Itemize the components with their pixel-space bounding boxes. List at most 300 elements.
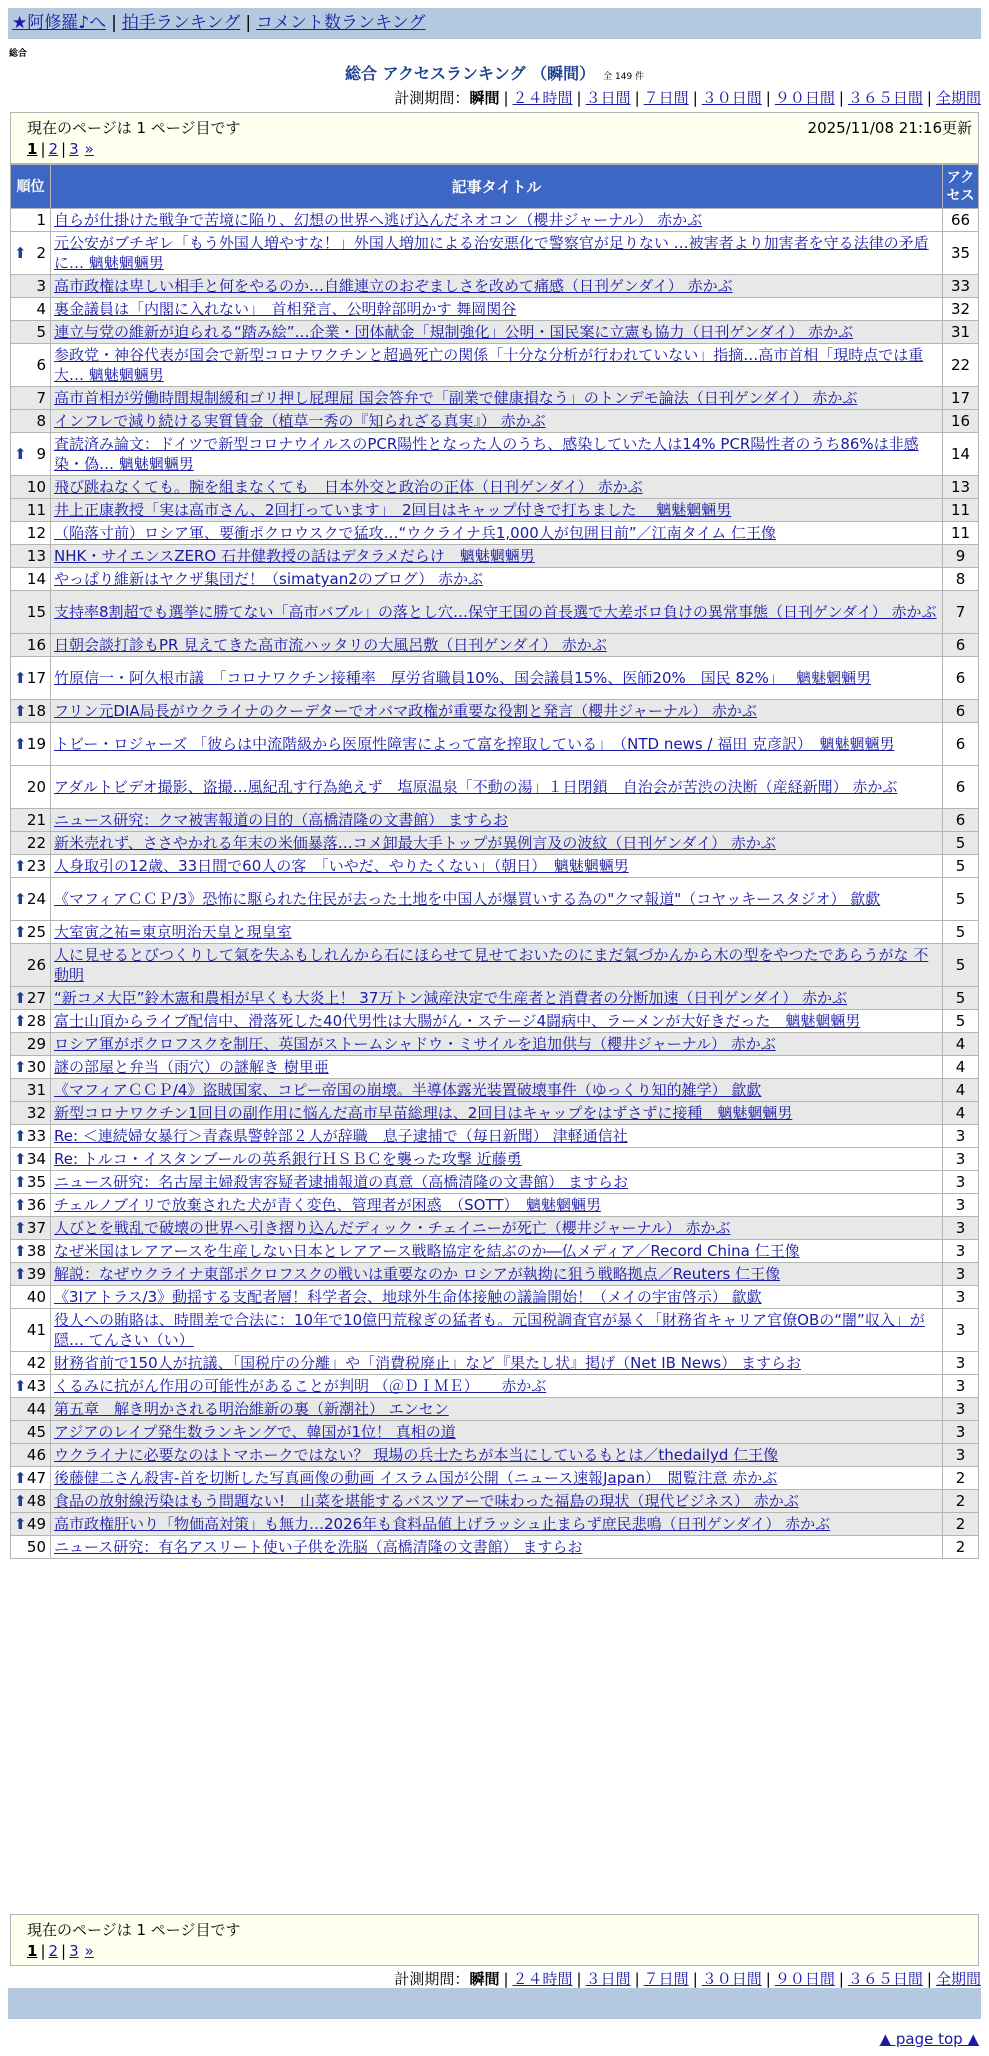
article-link[interactable]: 飛び跳ねなくても。腕を組まなくても 日本外交と政治の正体（日刊ゲンダイ） 赤かぶ xyxy=(54,478,643,496)
article-link[interactable]: ニュース研究：クマ被害報道の目的（高橋清隆の文書館） ますらお xyxy=(54,811,509,829)
rank-cell xyxy=(11,476,51,499)
title-cell xyxy=(51,410,943,433)
article-link[interactable]: 高市首相が労働時間規制緩和ゴリ押し屁理屈 国会答弁で「副業で健康損なう」のトンデモ論法（日刊ゲンダイ） 赤かぶ xyxy=(54,389,858,407)
article-link[interactable]: 人びとを戦乱で破壊の世界へ引き摺り込んだディック・チェイニーが死亡（櫻井ジャーナル） 赤かぶ xyxy=(54,1219,731,1237)
table-row xyxy=(11,809,979,832)
table-row xyxy=(11,298,979,321)
table-row xyxy=(11,657,979,700)
table-row xyxy=(11,1467,979,1490)
rank-number: 33 xyxy=(26,1127,46,1145)
title-cell xyxy=(51,987,943,1010)
period-selector-bottom: 計測期間：瞬間 | ２４時間 | ３日間 | ７日間 | ３０日間 | ９０日間 | ３６５日間 | 全期間 xyxy=(394,1970,981,1988)
article-link[interactable]: 解説：なぜウクライナ東部ポクロフスクの戦いは重要なのか ロシアが執拗に狙う戦略拠点／Reuters 仁王像 xyxy=(54,1265,781,1283)
access-count: 33 xyxy=(943,275,979,298)
access-count: 22 xyxy=(943,344,979,387)
access-count: 3 xyxy=(943,1375,979,1398)
period-label: 計測期間： xyxy=(394,89,470,107)
article-link[interactable]: ロシア軍がポクロフスクを制圧、英国がストームシャドウ・ミサイルを追加供与（櫻井ジャーナル） 赤かぶ xyxy=(54,1035,776,1053)
category-label: 総合 xyxy=(9,49,28,59)
title-cell xyxy=(51,545,943,568)
table-row xyxy=(11,1286,979,1309)
title-cell xyxy=(51,476,943,499)
table-row xyxy=(11,433,979,476)
rank-number: 18 xyxy=(26,702,46,720)
table-row xyxy=(11,987,979,1010)
article-link[interactable]: ニュース研究：名古屋主婦殺害容疑者逮捕報道の真意（高橋清隆の文書館） ますらお xyxy=(54,1173,629,1191)
table-row xyxy=(11,568,979,591)
period-link-3d-bottom[interactable]: ３日間 xyxy=(585,1970,631,1988)
page-3-link[interactable]: 3 xyxy=(69,140,79,158)
title-cell xyxy=(51,855,943,878)
table-row xyxy=(11,1309,979,1352)
title-cell xyxy=(51,1513,943,1536)
page-info-top xyxy=(10,112,979,164)
page-2-link[interactable]: 2 xyxy=(48,140,59,158)
arrow-up-icon: ⬆ xyxy=(14,857,27,875)
article-link[interactable]: ニュース研究：有名アスリート使い子供を洗脳（高橋清隆の文書館） ますらお xyxy=(54,1538,583,1556)
arrow-up-icon: ⬆ xyxy=(14,1196,27,1214)
title-cell xyxy=(51,1010,943,1033)
page-title-text: 総合 アクセスランキング （瞬間） xyxy=(344,64,596,83)
rank-cell xyxy=(11,944,51,987)
access-count: 3 xyxy=(943,1263,979,1286)
title-cell xyxy=(51,522,943,545)
article-link[interactable]: インフレで減り続ける実質賃金（植草一秀の『知られざる真実』） 赤かぶ xyxy=(54,412,546,430)
title-cell xyxy=(51,499,943,522)
access-count: 9 xyxy=(943,545,979,568)
article-link[interactable]: 日朝会談打診もPR 見えてきた高市流ハッタリの大風呂敷（日刊ゲンダイ） 赤かぶ xyxy=(54,636,607,654)
rank-number: 9 xyxy=(36,445,46,463)
table-row xyxy=(11,700,979,723)
article-link[interactable]: Re: ＜連続婦女暴行＞青森県警幹部２人が辞職 息子逮捕で（毎日新聞） 津軽通信社 xyxy=(54,1127,628,1145)
title-cell xyxy=(51,657,943,700)
arrow-up-icon: ⬆ xyxy=(14,445,27,463)
title-cell xyxy=(51,1033,943,1056)
article-link[interactable]: 《マフィアＣＣＰ/4》盗賊国家、コピー帝国の崩壊。半導体露光装置破壊事件（ゆっくり知的雑学） 歙歔 xyxy=(54,1081,762,1099)
rank-number: 50 xyxy=(26,1538,46,1556)
access-count: 11 xyxy=(943,499,979,522)
article-link[interactable]: 後藤健二さん殺害-首を切断した写真画像の動画 イスラム国が公開（ニュース速報Japan） 閲覧注意 赤かぶ xyxy=(54,1469,778,1487)
arrow-up-icon: ⬆ xyxy=(14,1219,27,1237)
rank-cell xyxy=(11,878,51,921)
rank-number: 20 xyxy=(26,778,46,796)
title-cell xyxy=(51,1171,943,1194)
rank-cell xyxy=(11,657,51,700)
rank-cell xyxy=(11,634,51,657)
arrow-up-icon: ⬆ xyxy=(14,1469,27,1487)
title-cell xyxy=(51,766,943,809)
pagination-top: 1 | 2 | 3 » xyxy=(27,140,94,158)
rank-number: 21 xyxy=(26,811,46,829)
access-count: 6 xyxy=(943,723,979,766)
period-link-all[interactable]: 全期間 xyxy=(935,89,981,107)
next-page-link-bottom[interactable]: » xyxy=(84,1942,94,1960)
access-count: 2 xyxy=(943,1536,979,1559)
title-cell xyxy=(51,809,943,832)
article-link[interactable]: 新米売れず、ささやかれる年末の米価暴落…コメ卸最大手トップが異例言及の波紋（日刊ゲンダイ） 赤かぶ xyxy=(54,834,776,852)
title-cell xyxy=(51,832,943,855)
rank-number: 47 xyxy=(26,1469,46,1487)
article-link[interactable]: チェルノブイリで放棄された犬が青く変色、管理者が困惑 （SOTT） 魑魅魍魎男 xyxy=(54,1196,601,1214)
article-link[interactable]: アダルトビデオ撮影、盗撮…風紀乱す行為絶えず 塩原温泉「不動の湯」１日閉鎖 自治会が苦渋の決断（産経新聞） 赤かぶ xyxy=(54,778,898,796)
arrow-up-icon: ⬆ xyxy=(14,1265,27,1283)
table-row xyxy=(11,545,979,568)
rank-number: 26 xyxy=(26,956,46,974)
table-row xyxy=(11,1398,979,1421)
access-count: 3 xyxy=(943,1309,979,1352)
article-link[interactable]: 竹原信一・阿久根市議 「コロナワクチン接種率 厚労省職員10%、国会議員15%、医師20% 国民 82%」 魑魅魍魎男 xyxy=(54,669,872,687)
update-timestamp: 2025/11/08 21:16更新 xyxy=(807,119,972,137)
article-link[interactable]: 査読済み論文：ドイツで新型コロナウイルスのPCR陽性となった人のうち、感染していた人は14% PCR陽性者のうち86%は非感染・偽… 魑魅魍魎男 xyxy=(54,435,919,473)
article-link[interactable]: Re: トルコ・イスタンブールの英系銀行ＨＳＢＣを襲った攻撃 近藤勇 xyxy=(54,1150,522,1168)
rank-cell xyxy=(11,321,51,344)
period-selector-top: 計測期間：瞬間 | ２４時間 | ３日間 | ７日間 | ３０日間 | ９０日間 | ３６５日間 | 全期間 xyxy=(394,89,981,107)
table-row xyxy=(11,1240,979,1263)
rank-cell xyxy=(11,1513,51,1536)
rank-number: 17 xyxy=(26,669,46,687)
page-info-bottom xyxy=(10,1914,979,1966)
page-1-current-bottom: 1 xyxy=(27,1942,38,1960)
table-row xyxy=(11,1490,979,1513)
article-link[interactable]: 高市政権肝いり「物価高対策」も無力…2026年も食料品値上げラッシュ止まらず庶民悲鳴（日刊ゲンダイ） 赤かぶ xyxy=(54,1515,831,1533)
title-cell xyxy=(51,878,943,921)
rank-cell xyxy=(11,1102,51,1125)
table-row xyxy=(11,1079,979,1102)
rank-number: 45 xyxy=(26,1423,46,1441)
period-link-7d[interactable]: ７日間 xyxy=(643,89,689,107)
table-row xyxy=(11,1033,979,1056)
article-link[interactable]: なぜ米国はレアアースを生産しない日本とレアアース戦略協定を結ぶのか―仏メディア／Record China 仁王像 xyxy=(54,1242,800,1260)
article-link[interactable]: 謎の部屋と弁当（雨穴）の謎解き 樹里亜 xyxy=(54,1058,329,1076)
article-link[interactable]: 井上正康教授「実は高市さん、2回打っています」 2回目はキャップ付きで打ちました 魑魅魍魎男 xyxy=(54,501,732,519)
rank-number: 31 xyxy=(26,1081,46,1099)
table-row xyxy=(11,766,979,809)
arrow-up-icon: ⬆ xyxy=(14,1377,27,1395)
rank-number: 40 xyxy=(26,1288,46,1306)
rank-number: 25 xyxy=(26,923,46,941)
title-cell xyxy=(51,591,943,634)
rank-number: 29 xyxy=(26,1035,46,1053)
period-label-bottom: 計測期間： xyxy=(394,1970,470,1988)
rank-number: 48 xyxy=(26,1492,46,1510)
access-count: 3 xyxy=(943,1125,979,1148)
rank-number: 35 xyxy=(26,1173,46,1191)
page-1-current: 1 xyxy=(27,140,38,158)
table-row xyxy=(11,476,979,499)
arrow-up-icon: ⬆ xyxy=(14,1150,27,1168)
article-link[interactable]: アジアのレイプ発生数ランキングで、韓国が1位！ 真相の道 xyxy=(54,1423,456,1441)
rank-number: 15 xyxy=(26,603,46,621)
article-link[interactable]: 第五章 解き明かされる明治維新の裏（新潮社） エンセン xyxy=(54,1400,449,1418)
title-cell xyxy=(51,1444,943,1467)
rank-number: 19 xyxy=(26,735,46,753)
period-current-bottom: 瞬間 xyxy=(469,1970,500,1988)
rank-number: 1 xyxy=(36,211,46,229)
article-link[interactable]: 役人への賄賂は、時間差で合法に：10年で10億円荒稼ぎの猛者も。元国税調査官が暴く「財務省キャリア官僚OBの“闇”収入」が隠… てんさい（い） xyxy=(54,1311,925,1349)
rank-number: 14 xyxy=(26,570,46,588)
table-row xyxy=(11,522,979,545)
nav-link-applause-ranking[interactable]: 拍手ランキング xyxy=(121,13,241,33)
rank-cell xyxy=(11,591,51,634)
access-count: 35 xyxy=(943,232,979,275)
period-link-30d[interactable]: ３０日間 xyxy=(701,89,762,107)
arrow-up-icon: ⬆ xyxy=(14,669,27,687)
rank-cell xyxy=(11,275,51,298)
nav-link-comment-ranking[interactable]: コメント数ランキング xyxy=(256,13,426,33)
access-count: 5 xyxy=(943,987,979,1010)
title-cell xyxy=(51,232,943,275)
title-cell xyxy=(51,723,943,766)
rank-number: 28 xyxy=(26,1012,46,1030)
access-count: 3 xyxy=(943,1171,979,1194)
period-link-365d-bottom[interactable]: ３６５日間 xyxy=(847,1970,923,1988)
total-count: 全 149 件 xyxy=(603,72,645,82)
table-row xyxy=(11,387,979,410)
nav-link-asyura[interactable]: ★阿修羅♪へ xyxy=(12,13,107,33)
access-count: 3 xyxy=(943,1421,979,1444)
article-link[interactable]: 大室寅之祐=東京明治天皇と現皇室 xyxy=(54,923,292,941)
current-page-text: 現在のページは 1 ページ目です xyxy=(27,119,241,137)
access-count: 5 xyxy=(943,1010,979,1033)
access-count: 2 xyxy=(943,1490,979,1513)
article-link[interactable]: 人身取引の12歳、33日間で60人の客 「いやだ、やりたくない」（朝日） 魑魅魍魎男 xyxy=(54,857,629,875)
title-cell xyxy=(51,1421,943,1444)
article-link[interactable]: 人に見せるとびつくりして氣を失ふもしれんから石にほらせて見せておいたのにまだ氣づかんから木の型をやつたであらうがな 不動明 xyxy=(54,946,929,984)
rank-cell xyxy=(11,1398,51,1421)
rank-number: 10 xyxy=(26,478,46,496)
article-link[interactable]: 食品の放射線汚染はもう問題ない! 山菜を堪能するバスツアーで味わった福島の現状（現代ビジネス） 赤かぶ xyxy=(54,1492,799,1510)
article-link[interactable]: ウクライナに必要なのはトマホークではない？ 現場の兵士たちが本当にしているもとは／thedailyd 仁王像 xyxy=(54,1446,779,1464)
table-row xyxy=(11,344,979,387)
period-link-24h-bottom[interactable]: ２４時間 xyxy=(512,1970,573,1988)
title-cell xyxy=(51,1536,943,1559)
article-link[interactable]: “新コメ大臣”鈴木憲和農相が早くも大炎上！ 37万トン減産決定で生産者と消費者の分断加速（日刊ゲンダイ） 赤かぶ xyxy=(54,989,847,1007)
access-count: 4 xyxy=(943,1102,979,1125)
access-count: 5 xyxy=(943,832,979,855)
title-cell xyxy=(51,1490,943,1513)
title-cell xyxy=(51,1398,943,1421)
article-link[interactable]: 財務省前で150人が抗議、「国税庁の分離」や「消費税廃止」など『果たし状』掲げ（Net IB News） ますらお xyxy=(54,1354,802,1372)
rank-cell xyxy=(11,1375,51,1398)
access-count: 14 xyxy=(943,433,979,476)
table-row xyxy=(11,855,979,878)
rank-cell xyxy=(11,1079,51,1102)
article-link[interactable]: 富士山頂からライブ配信中、滑落死した40代男性は大腸がん・ステージ4闘病中、ラーメンが大好きだった 魑魅魍魎男 xyxy=(54,1012,861,1030)
period-link-24h[interactable]: ２４時間 xyxy=(512,89,573,107)
rank-cell xyxy=(11,1536,51,1559)
title-cell xyxy=(51,1375,943,1398)
rank-number: 46 xyxy=(26,1446,46,1464)
rank-number: 34 xyxy=(26,1150,46,1168)
access-count: 4 xyxy=(943,1079,979,1102)
arrow-up-icon: ⬆ xyxy=(14,702,27,720)
period-link-90d[interactable]: ９０日間 xyxy=(774,89,835,107)
page-3-link-bottom[interactable]: 3 xyxy=(69,1942,79,1960)
article-link[interactable]: 裏金議員は「内閣に入れない」 首相発言、公明幹部明かす 舞岡関谷 xyxy=(54,300,517,318)
period-link-30d-bottom[interactable]: ３０日間 xyxy=(701,1970,762,1988)
title-cell xyxy=(51,568,943,591)
rank-number: 27 xyxy=(26,989,46,1007)
period-link-365d[interactable]: ３６５日間 xyxy=(847,89,923,107)
access-count: 2 xyxy=(943,1513,979,1536)
page-2-link-bottom[interactable]: 2 xyxy=(48,1942,59,1960)
rank-cell xyxy=(11,700,51,723)
table-row xyxy=(11,1010,979,1033)
rank-cell xyxy=(11,1125,51,1148)
article-link[interactable]: 高市政権は卑しい相手と何をやるのか…自維連立のおぞましさを改めて痛感（日刊ゲンダイ） 赤かぶ xyxy=(54,277,733,295)
rank-number: 16 xyxy=(26,636,46,654)
rank-cell xyxy=(11,809,51,832)
arrow-up-icon: ⬆ xyxy=(14,1058,27,1076)
table-row xyxy=(11,878,979,921)
article-link[interactable]: 元公安がブチギレ「もう外国人増やすな！」外国人増加による治安悪化で警察官が足りない …被害者より加害者を守る法律の矛盾に… 魑魅魍魎男 xyxy=(54,234,929,272)
period-link-90d-bottom[interactable]: ９０日間 xyxy=(774,1970,835,1988)
article-link[interactable]: くるみに抗がん作用の可能性があることが判明 （＠ＤＩＭＥ） 赤かぶ xyxy=(54,1377,547,1395)
title-cell xyxy=(51,433,943,476)
title-cell xyxy=(51,275,943,298)
rank-number: 30 xyxy=(26,1058,46,1076)
table-row xyxy=(11,1102,979,1125)
rank-cell xyxy=(11,766,51,809)
access-count: 3 xyxy=(943,1352,979,1375)
access-count: 17 xyxy=(943,387,979,410)
header-title: 記事タイトル xyxy=(51,165,943,209)
article-link[interactable]: 自らが仕掛けた戦争で苦境に陥り、幻想の世界へ逃げ込んだネオコン（櫻井ジャーナル） 赤かぶ xyxy=(54,211,703,229)
access-count: 3 xyxy=(943,1286,979,1309)
article-link[interactable]: 参政党・神谷代表が国会で新型コロナワクチンと超過死亡の関係「十分な分析が行われていない」指摘…高市首相「現時点では重大… 魑魅魍魎男 xyxy=(54,346,924,384)
rank-cell xyxy=(11,1421,51,1444)
article-link[interactable]: 《マフィアＣＣＰ/3》恐怖に駆られた住民が去った土地を中国人が爆買いする為の"クマ報道"（コヤッキースタジオ） 歙歔 xyxy=(54,890,881,908)
rank-number: 11 xyxy=(26,501,46,519)
rank-number: 13 xyxy=(26,547,46,565)
rank-cell xyxy=(11,232,51,275)
period-link-3d[interactable]: ３日間 xyxy=(585,89,631,107)
header-access: アクセス xyxy=(943,165,979,209)
rank-cell xyxy=(11,209,51,232)
title-cell xyxy=(51,1309,943,1352)
title-cell xyxy=(51,387,943,410)
header-rank: 順位 xyxy=(11,165,51,209)
access-count: 3 xyxy=(943,1444,979,1467)
period-link-all-bottom[interactable]: 全期間 xyxy=(935,1970,981,1988)
rank-cell xyxy=(11,723,51,766)
table-row xyxy=(11,832,979,855)
title-cell xyxy=(51,944,943,987)
rank-cell xyxy=(11,1490,51,1513)
rank-cell xyxy=(11,1194,51,1217)
rank-number: 4 xyxy=(36,300,46,318)
access-count: 16 xyxy=(943,410,979,433)
arrow-up-icon: ⬆ xyxy=(14,1173,27,1191)
article-link[interactable]: NHK・サイエンスZERO 石井健教授の話はデタラメだらけ 魑魅魍魎男 xyxy=(54,547,535,565)
period-link-7d-bottom[interactable]: ７日間 xyxy=(643,1970,689,1988)
rank-cell xyxy=(11,522,51,545)
access-count: 3 xyxy=(943,1217,979,1240)
page-top-link[interactable]: ▲ page top ▲ xyxy=(879,2030,979,2048)
rank-number: 8 xyxy=(36,412,46,430)
table-row xyxy=(11,275,979,298)
article-link[interactable]: （陥落寸前）ロシア軍、要衝ポクロウスクで猛攻…“ウクライナ兵1,000人が包囲目前”／江南タイム 仁王像 xyxy=(54,524,777,542)
access-count: 6 xyxy=(943,809,979,832)
article-link[interactable]: 新型コロナワクチン1回目の副作用に悩んだ高市早苗総理は、2回目はキャップをはずさずに接種 魑魅魍魎男 xyxy=(54,1104,793,1122)
access-count: 3 xyxy=(943,1398,979,1421)
table-row xyxy=(11,1444,979,1467)
rank-number: 43 xyxy=(26,1377,46,1395)
article-link[interactable]: フリン元DIA局長がウクライナのクーデターでオバマ政権が重要な役割と発言（櫻井ジャーナル） 赤かぶ xyxy=(54,702,757,720)
table-row xyxy=(11,1171,979,1194)
rank-cell xyxy=(11,1240,51,1263)
period-current: 瞬間 xyxy=(469,89,500,107)
current-page-text-bottom: 現在のページは 1 ページ目です xyxy=(27,1921,241,1939)
table-row xyxy=(11,1056,979,1079)
next-page-link[interactable]: » xyxy=(84,140,94,158)
article-link[interactable]: 《3Iアトラス/3》動揺する支配者層！科学者会、地球外生命体接触の議論開始！（メイの宇宙啓示） 歙歔 xyxy=(54,1288,762,1306)
rank-cell xyxy=(11,1352,51,1375)
table-row xyxy=(11,944,979,987)
access-count: 66 xyxy=(943,209,979,232)
table-row xyxy=(11,410,979,433)
rank-number: 24 xyxy=(26,890,46,908)
rank-cell xyxy=(11,1467,51,1490)
ranking-table xyxy=(10,164,979,1559)
table-row xyxy=(11,1217,979,1240)
rank-cell xyxy=(11,298,51,321)
access-count: 5 xyxy=(943,855,979,878)
title-cell xyxy=(51,1263,943,1286)
rank-cell xyxy=(11,832,51,855)
arrow-up-icon: ⬆ xyxy=(14,890,27,908)
access-count: 6 xyxy=(943,634,979,657)
table-row xyxy=(11,1125,979,1148)
title-cell xyxy=(51,1125,943,1148)
rank-cell xyxy=(11,1263,51,1286)
article-link[interactable]: やっぱり維新はヤクザ集団だ！（simatyan2のブログ） 赤かぶ xyxy=(54,570,484,588)
arrow-up-icon: ⬆ xyxy=(14,1012,27,1030)
rank-cell xyxy=(11,1010,51,1033)
rank-number: 32 xyxy=(26,1104,46,1122)
article-link[interactable]: 連立与党の維新が迫られる“踏み絵”…企業・団体献金「規制強化」公明・国民案に立憲も協力（日刊ゲンダイ） 赤かぶ xyxy=(54,323,854,341)
rank-number: 42 xyxy=(26,1354,46,1372)
table-row xyxy=(11,723,979,766)
article-link[interactable]: 支持率8割超でも選挙に勝てない「高市バブル」の落とし穴…保守王国の首長選で大差ボロ負けの異常事態（日刊ゲンダイ） 赤かぶ xyxy=(54,603,937,621)
rank-cell xyxy=(11,387,51,410)
access-count: 11 xyxy=(943,522,979,545)
rank-number: 39 xyxy=(26,1265,46,1283)
rank-number: 37 xyxy=(26,1219,46,1237)
rank-cell xyxy=(11,1033,51,1056)
access-count: 6 xyxy=(943,657,979,700)
table-row xyxy=(11,921,979,944)
rank-cell xyxy=(11,568,51,591)
article-link[interactable]: トビー・ロジャーズ 「彼らは中流階級から医原性障害によって富を搾取している」 （NTD news / 福田 克彦訳） 魑魅魍魎男 xyxy=(54,735,895,753)
table-row xyxy=(11,1148,979,1171)
rank-cell xyxy=(11,1444,51,1467)
rank-number: 7 xyxy=(36,389,46,407)
rank-cell xyxy=(11,1171,51,1194)
title-cell xyxy=(51,1102,943,1125)
table-row xyxy=(11,321,979,344)
bottom-bar xyxy=(8,1988,981,2019)
title-cell xyxy=(51,1148,943,1171)
access-count: 32 xyxy=(943,298,979,321)
table-row xyxy=(11,1421,979,1444)
rank-cell xyxy=(11,1217,51,1240)
rank-cell xyxy=(11,1056,51,1079)
table-row xyxy=(11,1513,979,1536)
arrow-up-icon: ⬆ xyxy=(14,1127,27,1145)
rank-number: 36 xyxy=(26,1196,46,1214)
rank-cell xyxy=(11,545,51,568)
